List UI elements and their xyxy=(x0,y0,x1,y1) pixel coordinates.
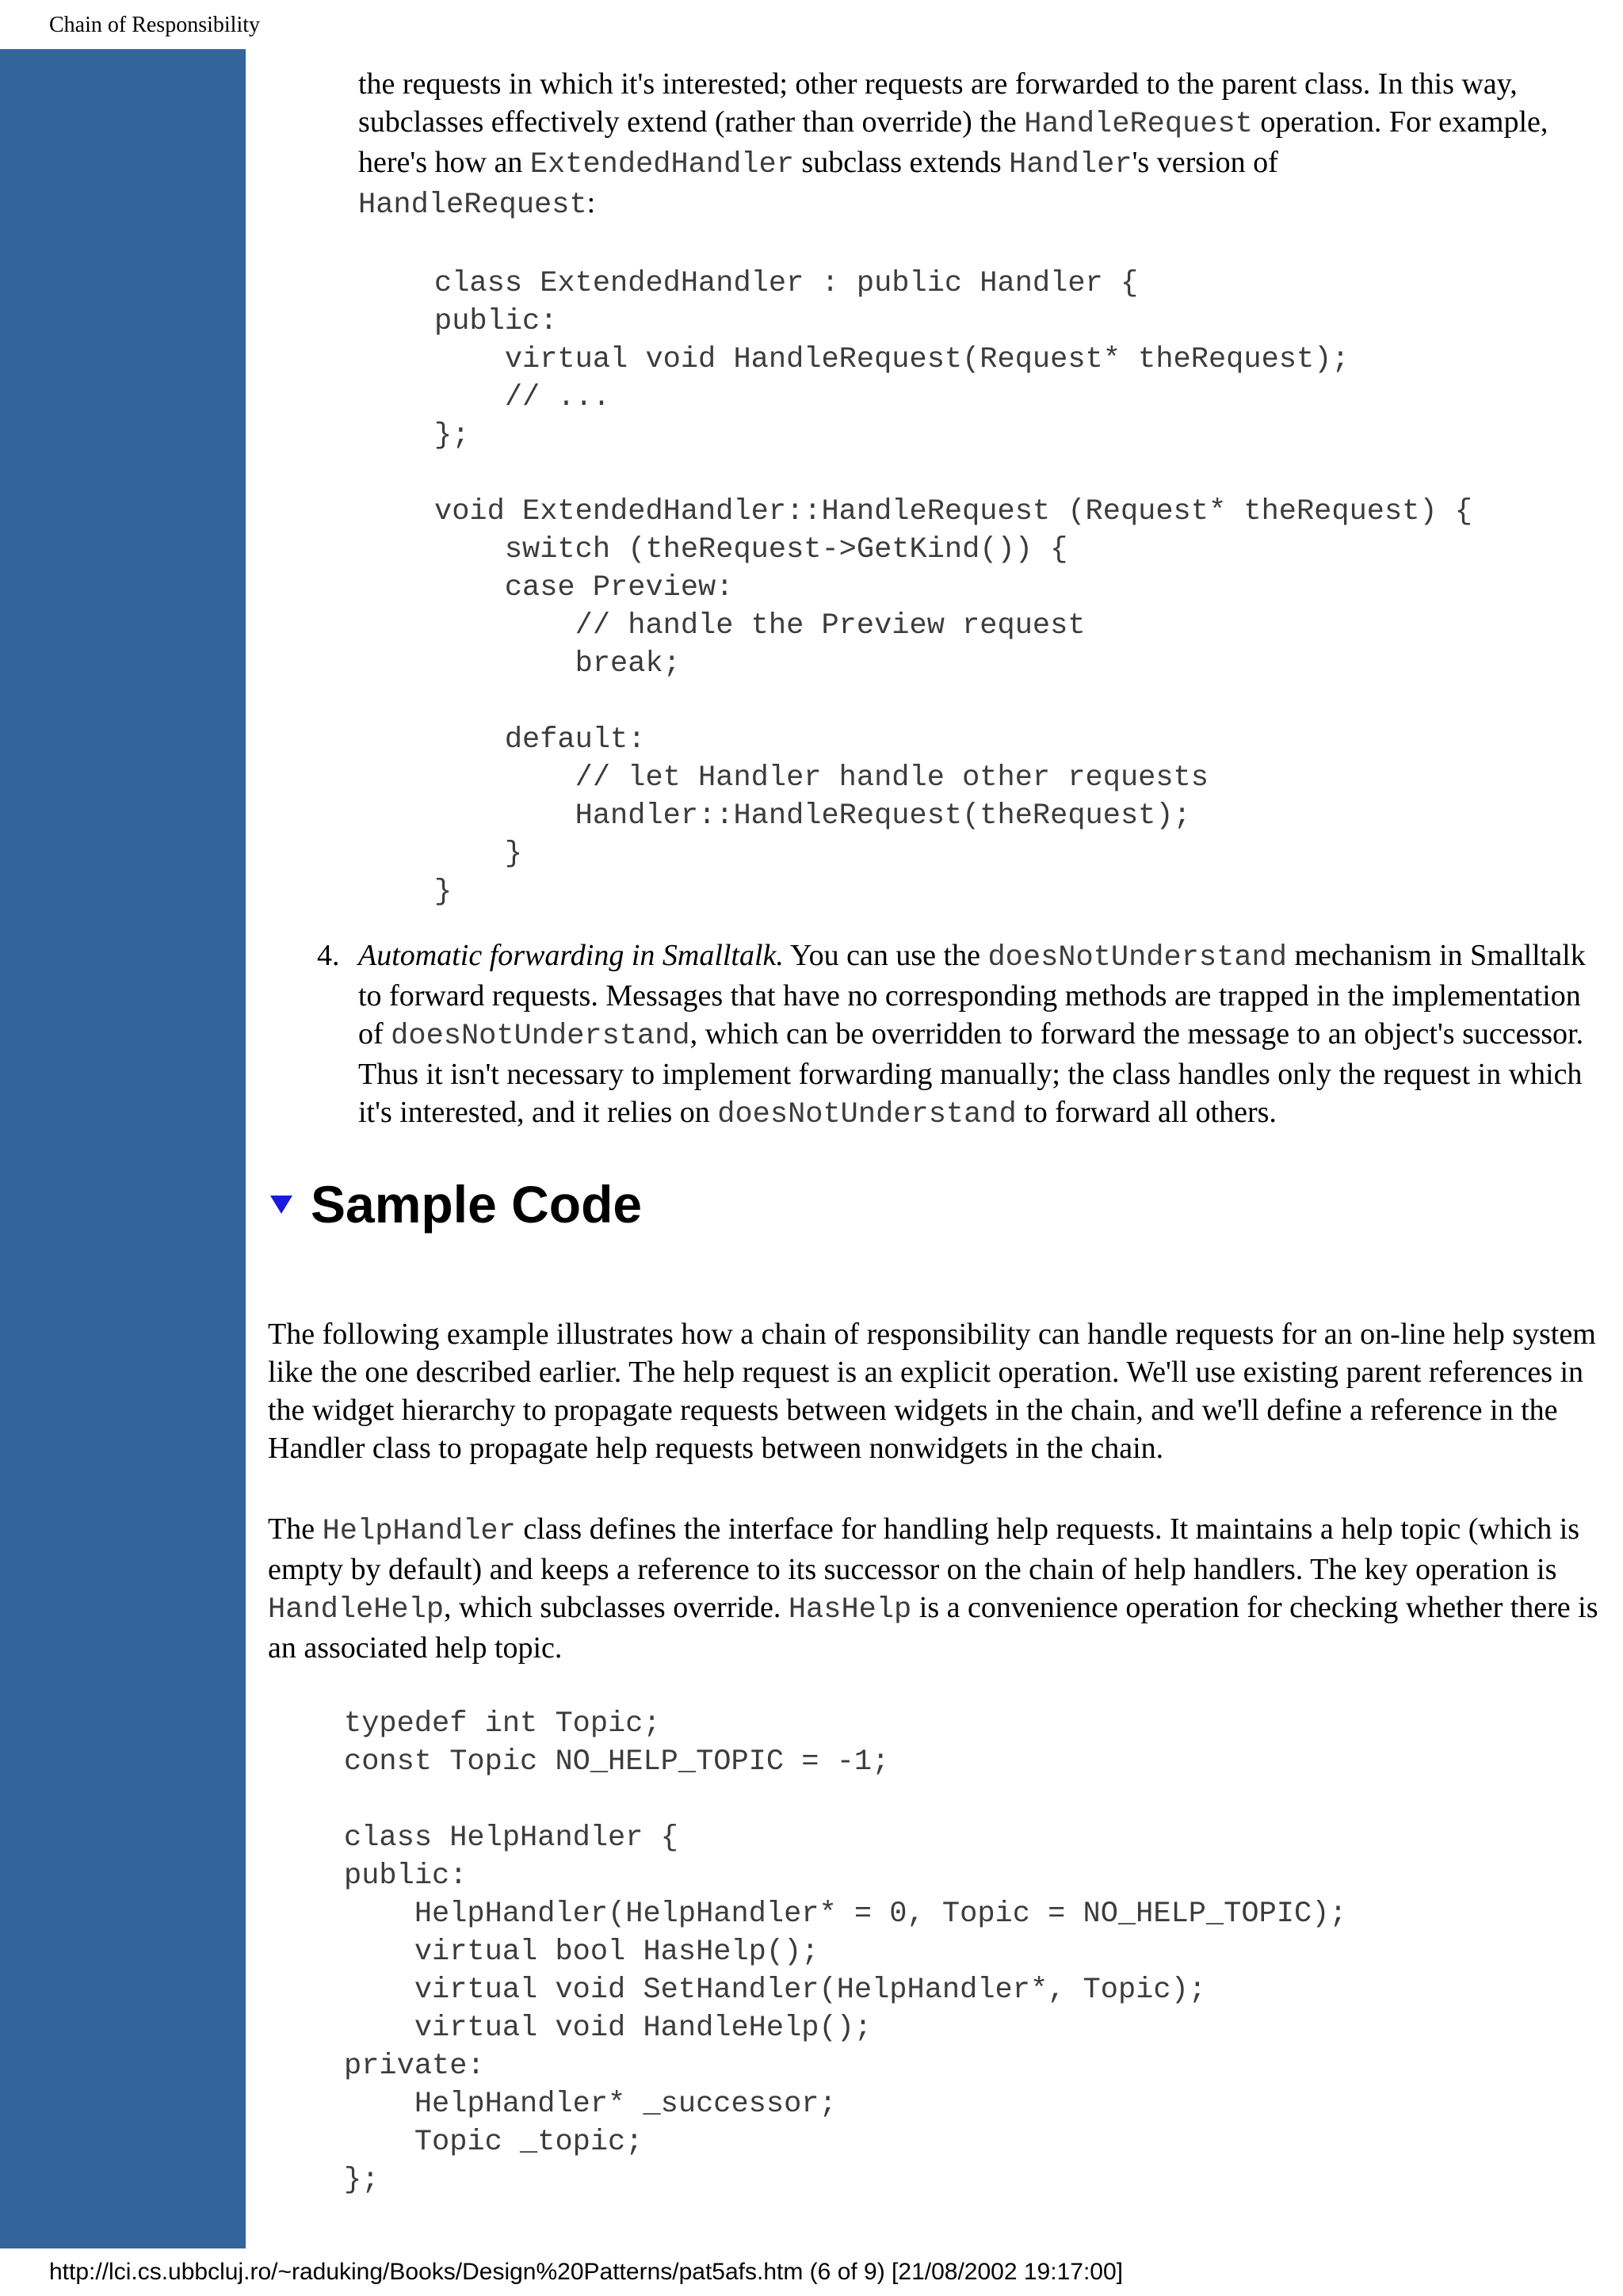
intro-text-3: subclass extends xyxy=(793,146,1010,179)
para2-text-2: , which subclasses override. xyxy=(444,1591,789,1624)
para2-text-1: class defines the interface for handling help requests. It maintains a help topic (which is empty by default) and keeps a reference to its successor on the chain of help handlers. The key operation is xyxy=(268,1512,1580,1586)
code-doesnotunderstand-2: doesNotUnderstand xyxy=(391,1020,690,1053)
item4-text-1: You can use the xyxy=(783,939,988,972)
footer-url: http://lci.cs.ubbcluj.ro/~raduking/Books/Design%20Patterns/pat5afs.htm (6 of 9) [21/08/2002 19:17:00] xyxy=(49,2259,1123,2285)
code-block-extended-handler: class ExtendedHandler : public Handler { public: virtual void HandleRequest(Request* theRequest); // ... }; void ExtendedHandler::HandleRequest (Request* theRequest) { switch (theRequest->GetKind()) { case Preview: // handle the Preview request break; default: // let Handler handle other requests Handler::HandleRequest(theRequest); } } xyxy=(434,267,1473,909)
intro-paragraph xyxy=(358,65,1599,224)
code-doesnotunderstand-1: doesNotUnderstand xyxy=(987,941,1287,974)
code-handler: Handler xyxy=(1009,148,1132,181)
list-item-number: 4. xyxy=(317,939,340,972)
intro-text-4: 's version of xyxy=(1132,146,1278,179)
code-handlerequest-2: HandleRequest xyxy=(358,189,587,222)
section-heading-text: Sample Code xyxy=(311,1175,643,1234)
para2-text-0: The xyxy=(268,1512,323,1546)
left-sidebar-band xyxy=(0,49,246,2248)
triangle-down-icon xyxy=(268,1191,295,1218)
code-block-helphandler: typedef int Topic; const Topic NO_HELP_TOPIC = -1; class HelpHandler { public: HelpHandler(HelpHandler* = 0, Topic = NO_HELP_TOPIC); virtual bool HasHelp(); virtual void SetHandler(HelpHandler*, Topic); virtual void HandleHelp(); private: HelpHandler* _successor; Topic _topic; }; xyxy=(344,1707,1347,2197)
list-item-title: Automatic forwarding in Smalltalk. xyxy=(358,939,784,972)
code-hashelp: HasHelp xyxy=(788,1593,912,1627)
code-doesnotunderstand-3: doesNotUnderstand xyxy=(717,1098,1017,1131)
intro-text-2: operation. For example, here's how an xyxy=(358,105,1549,179)
para2-text-3: is a convenience operation for checking whether there is an associated help topic. xyxy=(268,1591,1598,1665)
code-handlehelp: HandleHelp xyxy=(268,1593,445,1627)
sample-code-paragraph-2 xyxy=(268,1510,1599,1667)
code-extendedhandler: ExtendedHandler xyxy=(529,148,794,181)
sample-code-paragraph-1: The following example illustrates how a chain of responsibility can handle requests for an on-line help system like the one described earlier. The help request is an explicit operation. We'll use existing parent references in the widget hierarchy to propagate requests between widgets in the chain, and we'll define a reference in the Handler class to propagate help requests between nonwidgets in the chain. xyxy=(268,1318,1596,1465)
section-heading-sample-code xyxy=(268,1173,642,1236)
item4-text-4: to forward all others. xyxy=(1016,1096,1277,1129)
item4-text-3: , which can be overridden to forward the message to an object's successor. Thus it isn't necessary to implement forwarding manually; the class handles only the request in which it's interested, and it relies on xyxy=(358,1017,1584,1129)
intro-text-1: the requests in which it's interested; other requests are forwarded to the parent class. In this way, subclasses effectively extend (rather than override) the xyxy=(358,67,1518,139)
code-handlerequest-1: HandleRequest xyxy=(1024,108,1253,141)
list-item-body xyxy=(358,936,1599,1134)
running-header-title: Chain of Responsibility xyxy=(49,13,260,37)
intro-text-5: : xyxy=(586,186,596,219)
code-helphandler: HelpHandler xyxy=(322,1515,516,1548)
item4-text-2: mechanism in Smalltalk to forward requests. Messages that have no corresponding methods are trapped in the implementation of xyxy=(358,939,1586,1051)
